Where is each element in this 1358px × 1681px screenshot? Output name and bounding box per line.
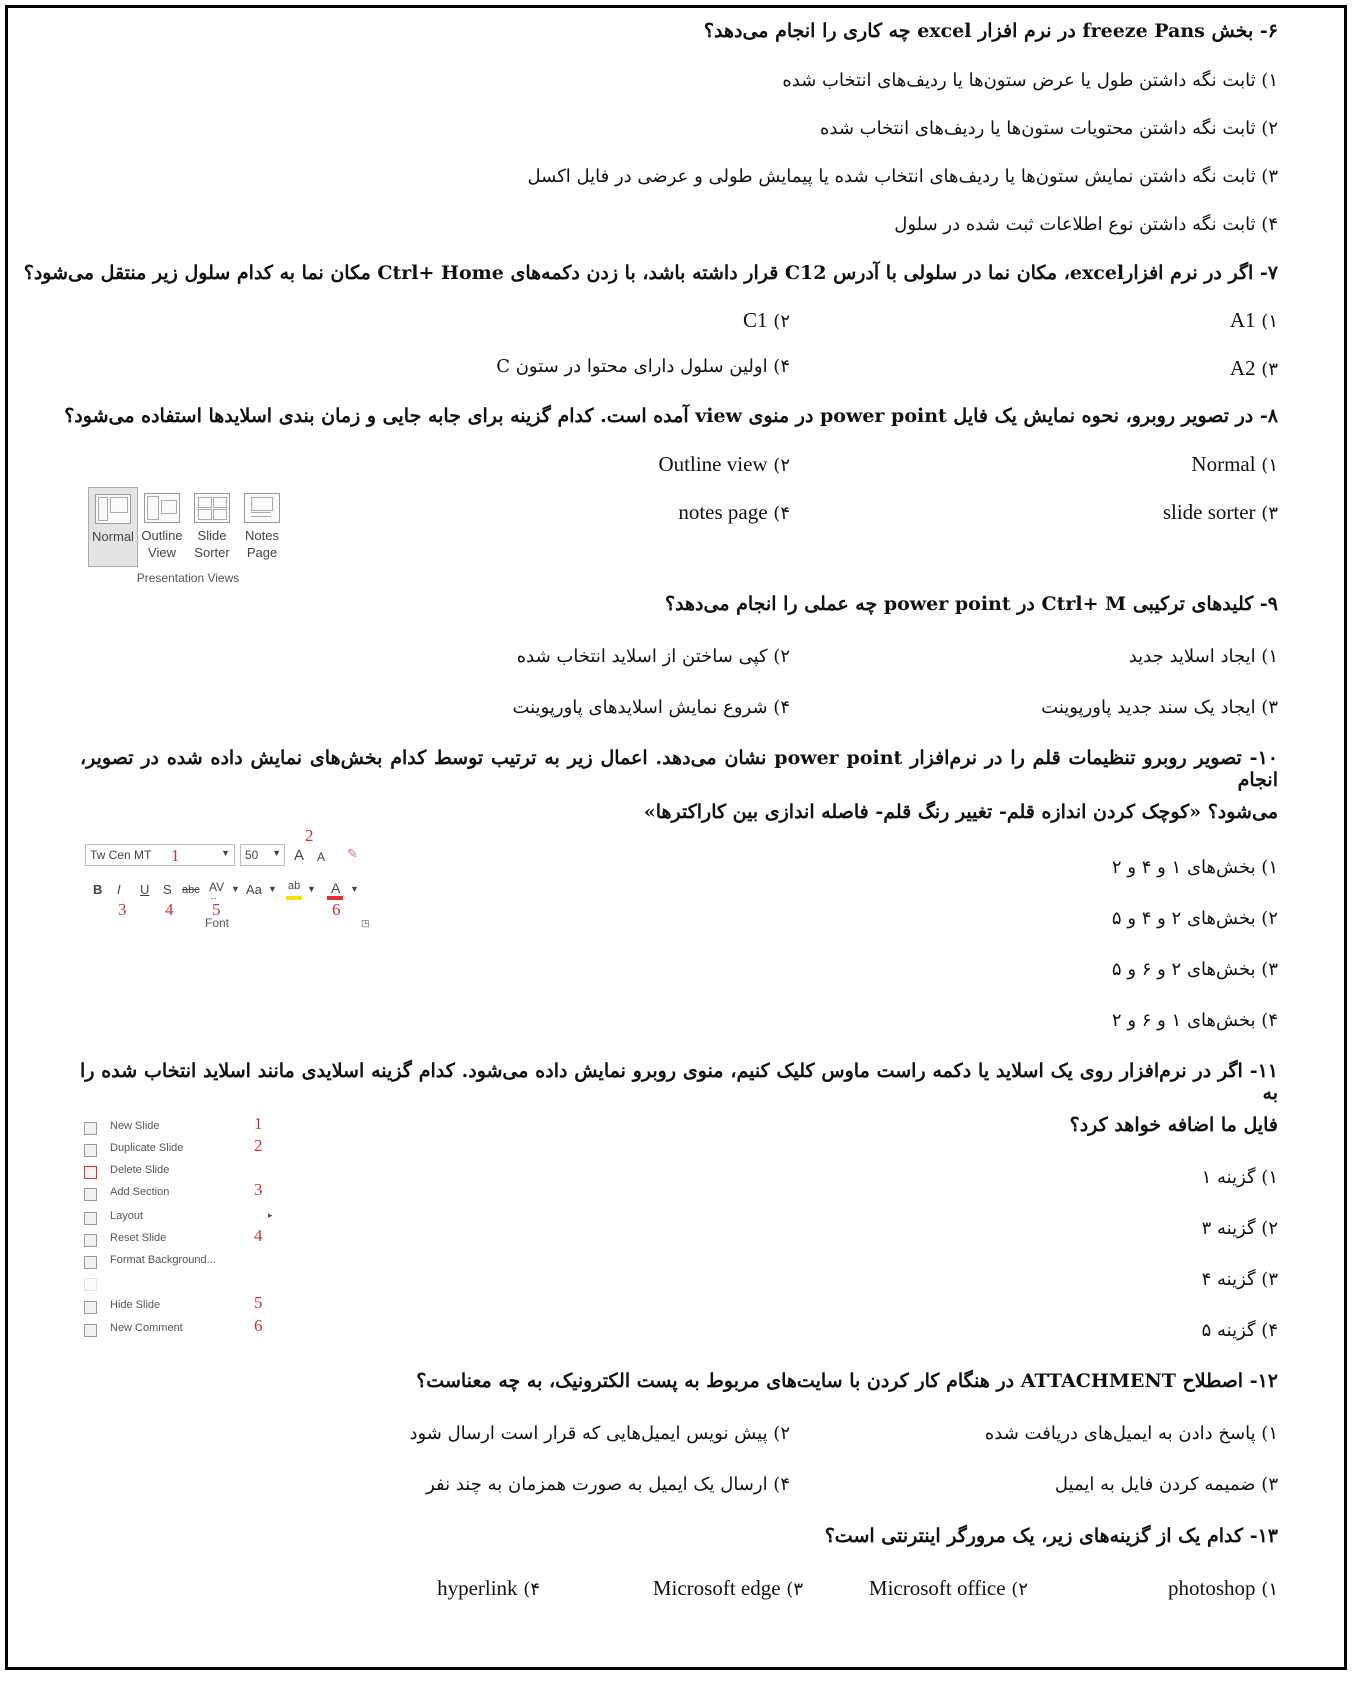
clear-formatting-icon: ✎ (347, 846, 358, 861)
change-case-icon: Aa (246, 882, 262, 897)
q10-option-3: ۳) بخش‌های ۲ و ۶ و ۵ (1111, 959, 1278, 980)
spacing-arrow-icon: ↔ (209, 892, 218, 902)
context-item-add-section: Add Section 3 (84, 1186, 284, 1204)
q8-option-3: ۳) slide sorter (1162, 500, 1278, 524)
q12-option-2: ۲) پیش نویس ایمیل‌هایی که قرار است ارسال شود (409, 1423, 790, 1444)
outline-view-button: Outline View (138, 487, 186, 565)
question-9: ۹- کلیدهای ترکیبی Ctrl+ M در power point چه عملی را انجام می‌دهد؟ (664, 593, 1278, 615)
q9-option-4: ۴) شروع نمایش اسلایدهای پاورپوینت (512, 697, 790, 718)
q6-option-4: ۴) ثابت نگه داشتن نوع اطلاعات ثبت شده در سلول (894, 214, 1278, 235)
marker-1: 1 (171, 846, 180, 865)
notes-page-icon (244, 493, 280, 523)
context-item-duplicate-slide: Duplicate Slide 2 (84, 1142, 284, 1160)
marker-3: 3 (118, 900, 127, 919)
q13-option-1: ۱) photoshop (1168, 1576, 1278, 1600)
q13-option-4: ۴) hyperlink (437, 1576, 540, 1600)
chevron-down-icon: ▼ (231, 884, 240, 894)
character-spacing-icon: AV (209, 880, 225, 894)
context-item-new-comment: New Comment 6 (84, 1322, 284, 1340)
slide-sorter-button: Slide Sorter (188, 487, 236, 565)
chevron-down-icon: ▼ (307, 884, 316, 894)
presentation-views-group-label: Presentation Views (136, 571, 240, 585)
q8-option-2: ۲) Outline view (658, 452, 790, 476)
slide-sorter-icon (194, 493, 230, 523)
font-group-label: Font (205, 916, 230, 930)
highlight-icon: ab (288, 880, 301, 892)
font-name-box: Tw Cen MT ▼ (85, 844, 235, 866)
strikethrough-icon: abc (182, 884, 200, 896)
q9-option-1: ۱) ایجاد اسلاید جدید (1128, 646, 1278, 667)
q6-option-1: ۱) ثابت نگه داشتن طول یا عرض ستون‌ها یا ردیف‌های انتخاب شده (782, 70, 1278, 91)
notes-page-button: Notes Page (238, 487, 286, 565)
submenu-arrow-icon: ▸ (268, 1210, 273, 1220)
shrink-font-icon: A (317, 850, 326, 864)
normal-view-button: Normal (88, 487, 138, 567)
chevron-down-icon: ▼ (350, 884, 359, 894)
q12-option-1: ۱) پاسخ دادن به ایمیل‌های دریافت شده (984, 1423, 1278, 1444)
context-menu-image (84, 1115, 284, 1345)
disabled-item-icon (84, 1278, 97, 1291)
delete-slide-icon (84, 1166, 97, 1179)
chevron-down-icon: ▼ (221, 848, 230, 858)
marker-4: 4 (165, 900, 174, 919)
font-color-icon: A (331, 880, 341, 896)
marker-2: 2 (305, 826, 314, 845)
font-settings-image (85, 826, 375, 940)
q12-option-3: ۳) ضمیمه کردن فایل به ایمیل (1054, 1474, 1278, 1495)
q8-option-4: ۴) notes page (678, 500, 790, 524)
question-8: ۸- در تصویر روبرو، نحوه نمایش یک فایل power point در منوی view آمده است. کدام گزینه برای جابه جایی و زمان بندی اسلایدها استفاده می‌شود؟ (64, 405, 1278, 427)
question-11-line-2: فایل ما اضافه خواهد کرد؟ (1069, 1114, 1278, 1136)
shadow-icon: S (163, 882, 172, 897)
normal-view-icon (95, 494, 131, 524)
context-item-disabled (84, 1276, 284, 1294)
new-comment-icon (84, 1324, 97, 1337)
context-item-reset-slide: Reset Slide 4 (84, 1232, 284, 1250)
question-11-line-1: ۱۱- اگر در نرم‌افزار روی یک اسلاید یا دکمه راست ماوس کلیک کنیم، منوی روبرو نمایش داده می‌شود. کدام گزینه اسلایدی مانند اسلاید انتخاب شده را به (80, 1060, 1278, 1104)
q13-option-2: ۲) Microsoft office (868, 1576, 1028, 1600)
question-10-line-1: ۱۰- تصویر روبرو تنظیمات قلم را در نرم‌افزار power point نشان می‌دهد. اعمال زیر به ترتیب توسط کدام بخش‌های نمایش داده شده در تصویر، انجام (80, 747, 1278, 791)
q10-option-1: ۱) بخش‌های ۱ و ۴ و ۲ (1111, 857, 1278, 878)
context-item-hide-slide: Hide Slide 5 (84, 1299, 284, 1317)
q12-option-4: ۴) ارسال یک ایمیل به صورت همزمان به چند نفر (426, 1474, 790, 1495)
context-item-delete-slide: Delete Slide (84, 1164, 284, 1182)
q7-option-3: ۳) A2 (1229, 356, 1278, 380)
q6-option-3: ۳) ثابت نگه داشتن نمایش ستون‌ها یا ردیف‌های انتخاب شده یا پیمایش طولی و عرضی در فایل اکسل (527, 166, 1278, 187)
layout-icon (84, 1212, 97, 1225)
q10-option-2: ۲) بخش‌های ۲ و ۴ و ۵ (1111, 908, 1278, 929)
q8-option-1: ۱) Normal (1191, 452, 1278, 476)
add-section-icon (84, 1188, 97, 1201)
q10-option-4: ۴) بخش‌های ۱ و ۶ و ۲ (1111, 1010, 1278, 1031)
italic-icon: I (117, 882, 121, 897)
q7-option-2: ۲) C1 (743, 308, 790, 332)
context-item-format-background: Format Background... (84, 1254, 284, 1272)
q11-option-1: ۱) گزینه ۱ (1201, 1167, 1278, 1188)
bold-icon: B (93, 882, 103, 897)
question-12: ۱۲- اصطلاح ATTACHMENT در هنگام کار کردن با سایت‌های مربوط به پست الکترونیک، به چه معناست؟ (416, 1370, 1278, 1392)
font-size-box: 50 ▼ (240, 844, 285, 866)
duplicate-slide-icon (84, 1144, 97, 1157)
highlight-color-bar (286, 896, 302, 900)
chevron-down-icon: ▼ (272, 848, 281, 858)
format-background-icon (84, 1256, 97, 1269)
reset-slide-icon (84, 1234, 97, 1247)
underline-icon: U (140, 882, 150, 897)
page-border (5, 5, 1347, 1670)
presentation-views-image (88, 487, 288, 587)
new-slide-icon (84, 1122, 97, 1135)
q13-option-3: ۳) Microsoft edge (652, 1576, 803, 1600)
q11-option-4: ۴) گزینه ۵ (1201, 1320, 1278, 1341)
outline-view-icon (144, 493, 180, 523)
dialog-launcher-icon: ◳ (361, 918, 370, 928)
hide-slide-icon (84, 1301, 97, 1314)
q9-option-3: ۳) ایجاد یک سند جدید پاورپوینت (1041, 697, 1278, 718)
q7-option-4: ۴) اولین سلول دارای محتوا در ستون C (496, 356, 790, 377)
q11-option-3: ۳) گزینه ۴ (1201, 1269, 1278, 1290)
q9-option-2: ۲) کپی ساختن از اسلاید انتخاب شده (516, 646, 790, 667)
marker-6: 6 (332, 900, 341, 919)
q7-option-1: ۱) A1 (1229, 308, 1278, 332)
question-13: ۱۳- کدام یک از گزینه‌های زیر، یک مرورگر اینترنتی است؟ (824, 1525, 1278, 1547)
context-item-new-slide: New Slide 1 (84, 1120, 284, 1138)
question-6: ۶- بخش freeze Pans در نرم افزار excel چه کاری را انجام می‌دهد؟ (703, 20, 1278, 42)
context-item-layout: Layout ▸ (84, 1210, 284, 1228)
q6-option-2: ۲) ثابت نگه داشتن محتویات ستون‌ها یا ردیف‌های انتخاب شده (819, 118, 1278, 139)
chevron-down-icon: ▼ (268, 884, 277, 894)
q11-option-2: ۲) گزینه ۳ (1201, 1218, 1278, 1239)
marker-5: 5 (212, 900, 221, 919)
question-7: ۷- اگر در نرم افزارexcel، مکان نما در سلولی با آدرس C12 قرار داشته باشد، با زدن دکمه‌های Ctrl+ Home مکان نما به کدام سلول زیر منتقل می‌شود؟ (23, 262, 1278, 284)
grow-font-icon: A (294, 847, 305, 864)
question-10-line-2: می‌شود؟ «کوچک کردن اندازه قلم- تغییر رنگ قلم- فاصله اندازی بین کاراکترها» (643, 801, 1278, 823)
